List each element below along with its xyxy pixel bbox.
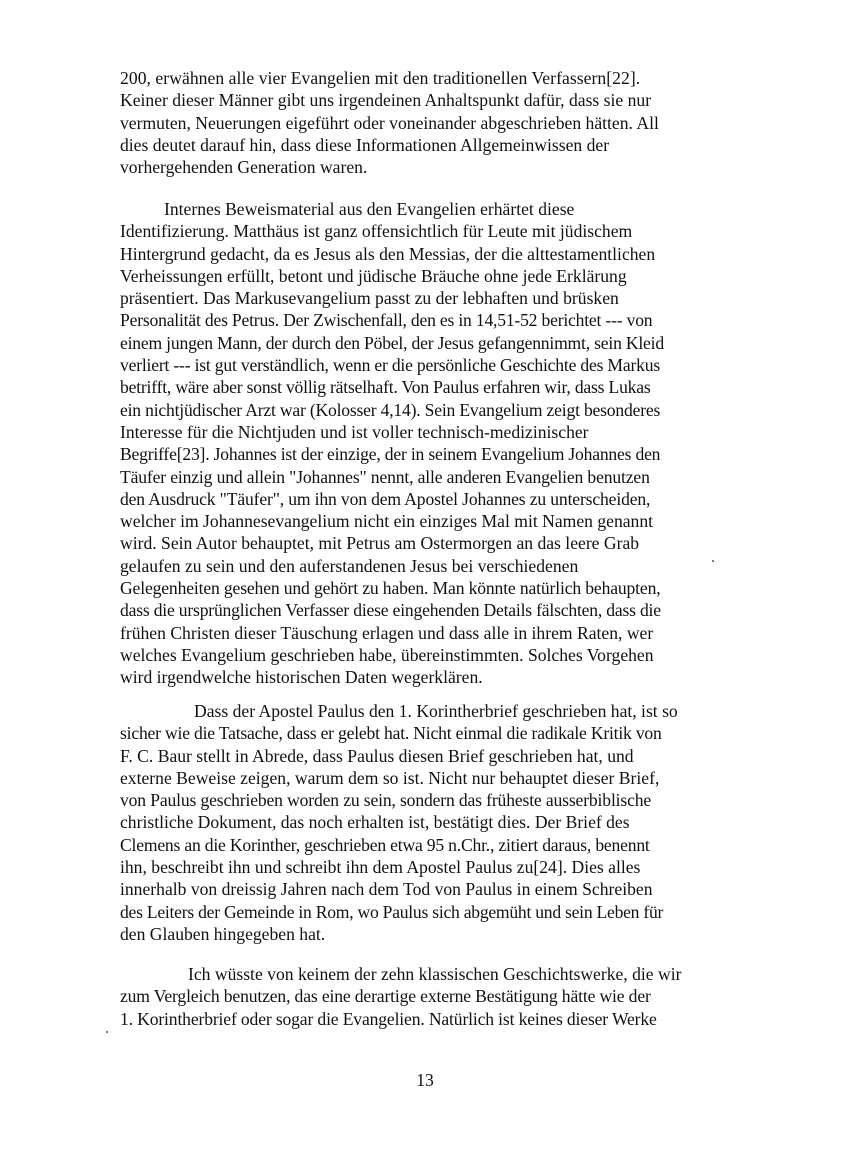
text-line: zum Vergleich benutzen, das eine derartige externe Bestätigung hätte wie der bbox=[120, 986, 651, 1007]
text-line: vermuten, Neuerungen eigeführt oder voneinander abgeschrieben hätten. All bbox=[120, 112, 659, 133]
scan-speck bbox=[712, 560, 714, 562]
text-line: welches Evangelium geschrieben habe, übereinstimmten. Solches Vorgehen bbox=[120, 644, 654, 665]
text-line: betrifft, wäre aber sonst völlig rätselhaft. Von Paulus erfahren wir, dass Lukas bbox=[120, 377, 651, 398]
text-line: externe Beweise zeigen, warum dem so ist. Nicht nur behauptet dieser Brief, bbox=[120, 767, 660, 788]
text-line: frühen Christen dieser Täuschung erlagen und dass alle in ihrem Raten, wer bbox=[120, 622, 654, 643]
page-number: 13 bbox=[416, 1070, 434, 1090]
text-line: sicher wie die Tatsache, dass er gelebt hat. Nicht einmal die radikale Kritik von bbox=[120, 723, 662, 744]
text-line: den Ausdruck "Täufer", um ihn von dem Apostel Johannes zu unterscheiden, bbox=[120, 488, 651, 509]
paragraph-corinthians bbox=[120, 700, 726, 945]
text-line: von Paulus geschrieben worden zu sein, sondern das früheste ausserbiblische bbox=[120, 790, 652, 811]
text-line: verliert --- ist gut verständlich, wenn er die persönliche Geschichte des Markus bbox=[120, 355, 660, 376]
text-line: Clemens an die Korinther, geschrieben etwa 95 n.Chr., zitiert daraus, benennt bbox=[120, 834, 650, 855]
text-line: wird irgendwelche historischen Daten wegerklären. bbox=[120, 667, 483, 688]
text-line: Täufer einzig und allein "Johannes" nennt, alle anderen Evangelien benutzen bbox=[120, 466, 650, 487]
text-line: vorhergehenden Generation waren. bbox=[120, 157, 368, 178]
paragraph-continuation bbox=[120, 67, 726, 178]
text-line: Gelegenheiten gesehen und gehört zu haben. Man könnte natürlich behaupten, bbox=[120, 578, 661, 599]
text-line: des Leiters der Gemeinde in Rom, wo Paulus sich abgemüht und sein Leben für bbox=[120, 901, 664, 922]
text-line: den Glauben hingegeben hat. bbox=[120, 923, 326, 944]
text-line: dass die ursprünglichen Verfasser diese eingehenden Details fälschten, dass die bbox=[120, 600, 661, 621]
text-line: F. C. Baur stellt in Abrede, dass Paulus diesen Brief geschrieben hat, und bbox=[120, 745, 634, 766]
text-line: welcher im Johannesevangelium nicht ein einziges Mal mit Namen genannt bbox=[120, 511, 654, 532]
paragraph-internal-evidence bbox=[120, 198, 726, 689]
text-line: Dass der Apostel Paulus den 1. Korintherbrief geschrieben hat, ist so bbox=[194, 701, 678, 721]
text-line: Keiner dieser Männer gibt uns irgendeinen Anhaltspunkt dafür, dass sie nur bbox=[120, 90, 652, 111]
text-line: präsentiert. Das Markusevangelium passt zu der lebhaften und brüsken bbox=[120, 288, 619, 309]
text-line: innerhalb von dreissig Jahren nach dem Tod von Paulus in einem Schreiben bbox=[120, 879, 653, 900]
text-line: Begriffe[23]. Johannes ist der einzige, der in seinem Evangelium Johannes den bbox=[120, 444, 661, 465]
text-line: Identifizierung. Matthäus ist ganz offensichtlich für Leute mit jüdischem bbox=[120, 221, 633, 242]
text-line: Personalität des Petrus. Der Zwischenfall, den es in 14,51-52 berichtet --- von bbox=[120, 310, 653, 331]
text-line: Hintergrund gedacht, da es Jesus als den Messias, der die alttestamentlichen bbox=[120, 243, 656, 264]
text-line: ein nichtjüdischer Arzt war (Kolosser 4,14). Sein Evangelium zeigt besonderes bbox=[120, 399, 661, 420]
text-line: Interesse für die Nichtjuden und ist voller technisch-medizinischer bbox=[120, 421, 589, 442]
text-line: Verheissungen erfüllt, betont und jüdische Bräuche ohne jede Erklärung bbox=[120, 265, 627, 286]
text-line: gelaufen zu sein und den auferstandenen Jesus bei verschiedenen bbox=[120, 555, 579, 576]
text-line: christliche Dokument, das noch erhalten ist, bestätigt dies. Der Brief des bbox=[120, 812, 630, 833]
text-line: Ich wüsste von keinem der zehn klassischen Geschichtswerke, die wir bbox=[188, 964, 682, 984]
text-line: 1. Korintherbrief oder sogar die Evangelien. Natürlich ist keines dieser Werke bbox=[120, 1008, 657, 1029]
paragraph-classical-works bbox=[120, 963, 726, 1030]
text-line: ihn, beschreibt ihn und schreibt ihn dem Apostel Paulus zu[24]. Dies alles bbox=[120, 857, 641, 878]
text-line: wird. Sein Autor behauptet, mit Petrus am Ostermorgen an das leere Grab bbox=[120, 533, 640, 554]
text-line: einem jungen Mann, der durch den Pöbel, der Jesus gefangennimmt, sein Kleid bbox=[120, 332, 664, 353]
text-line: dies deutet darauf hin, dass diese Informationen Allgemeinwissen der bbox=[120, 134, 610, 155]
text-line: 200, erwähnen alle vier Evangelien mit den traditionellen Verfassern[22]. bbox=[120, 68, 641, 88]
text-line: Internes Beweismaterial aus den Evangelien erhärtet diese bbox=[164, 199, 575, 219]
scan-speck bbox=[106, 1031, 108, 1033]
